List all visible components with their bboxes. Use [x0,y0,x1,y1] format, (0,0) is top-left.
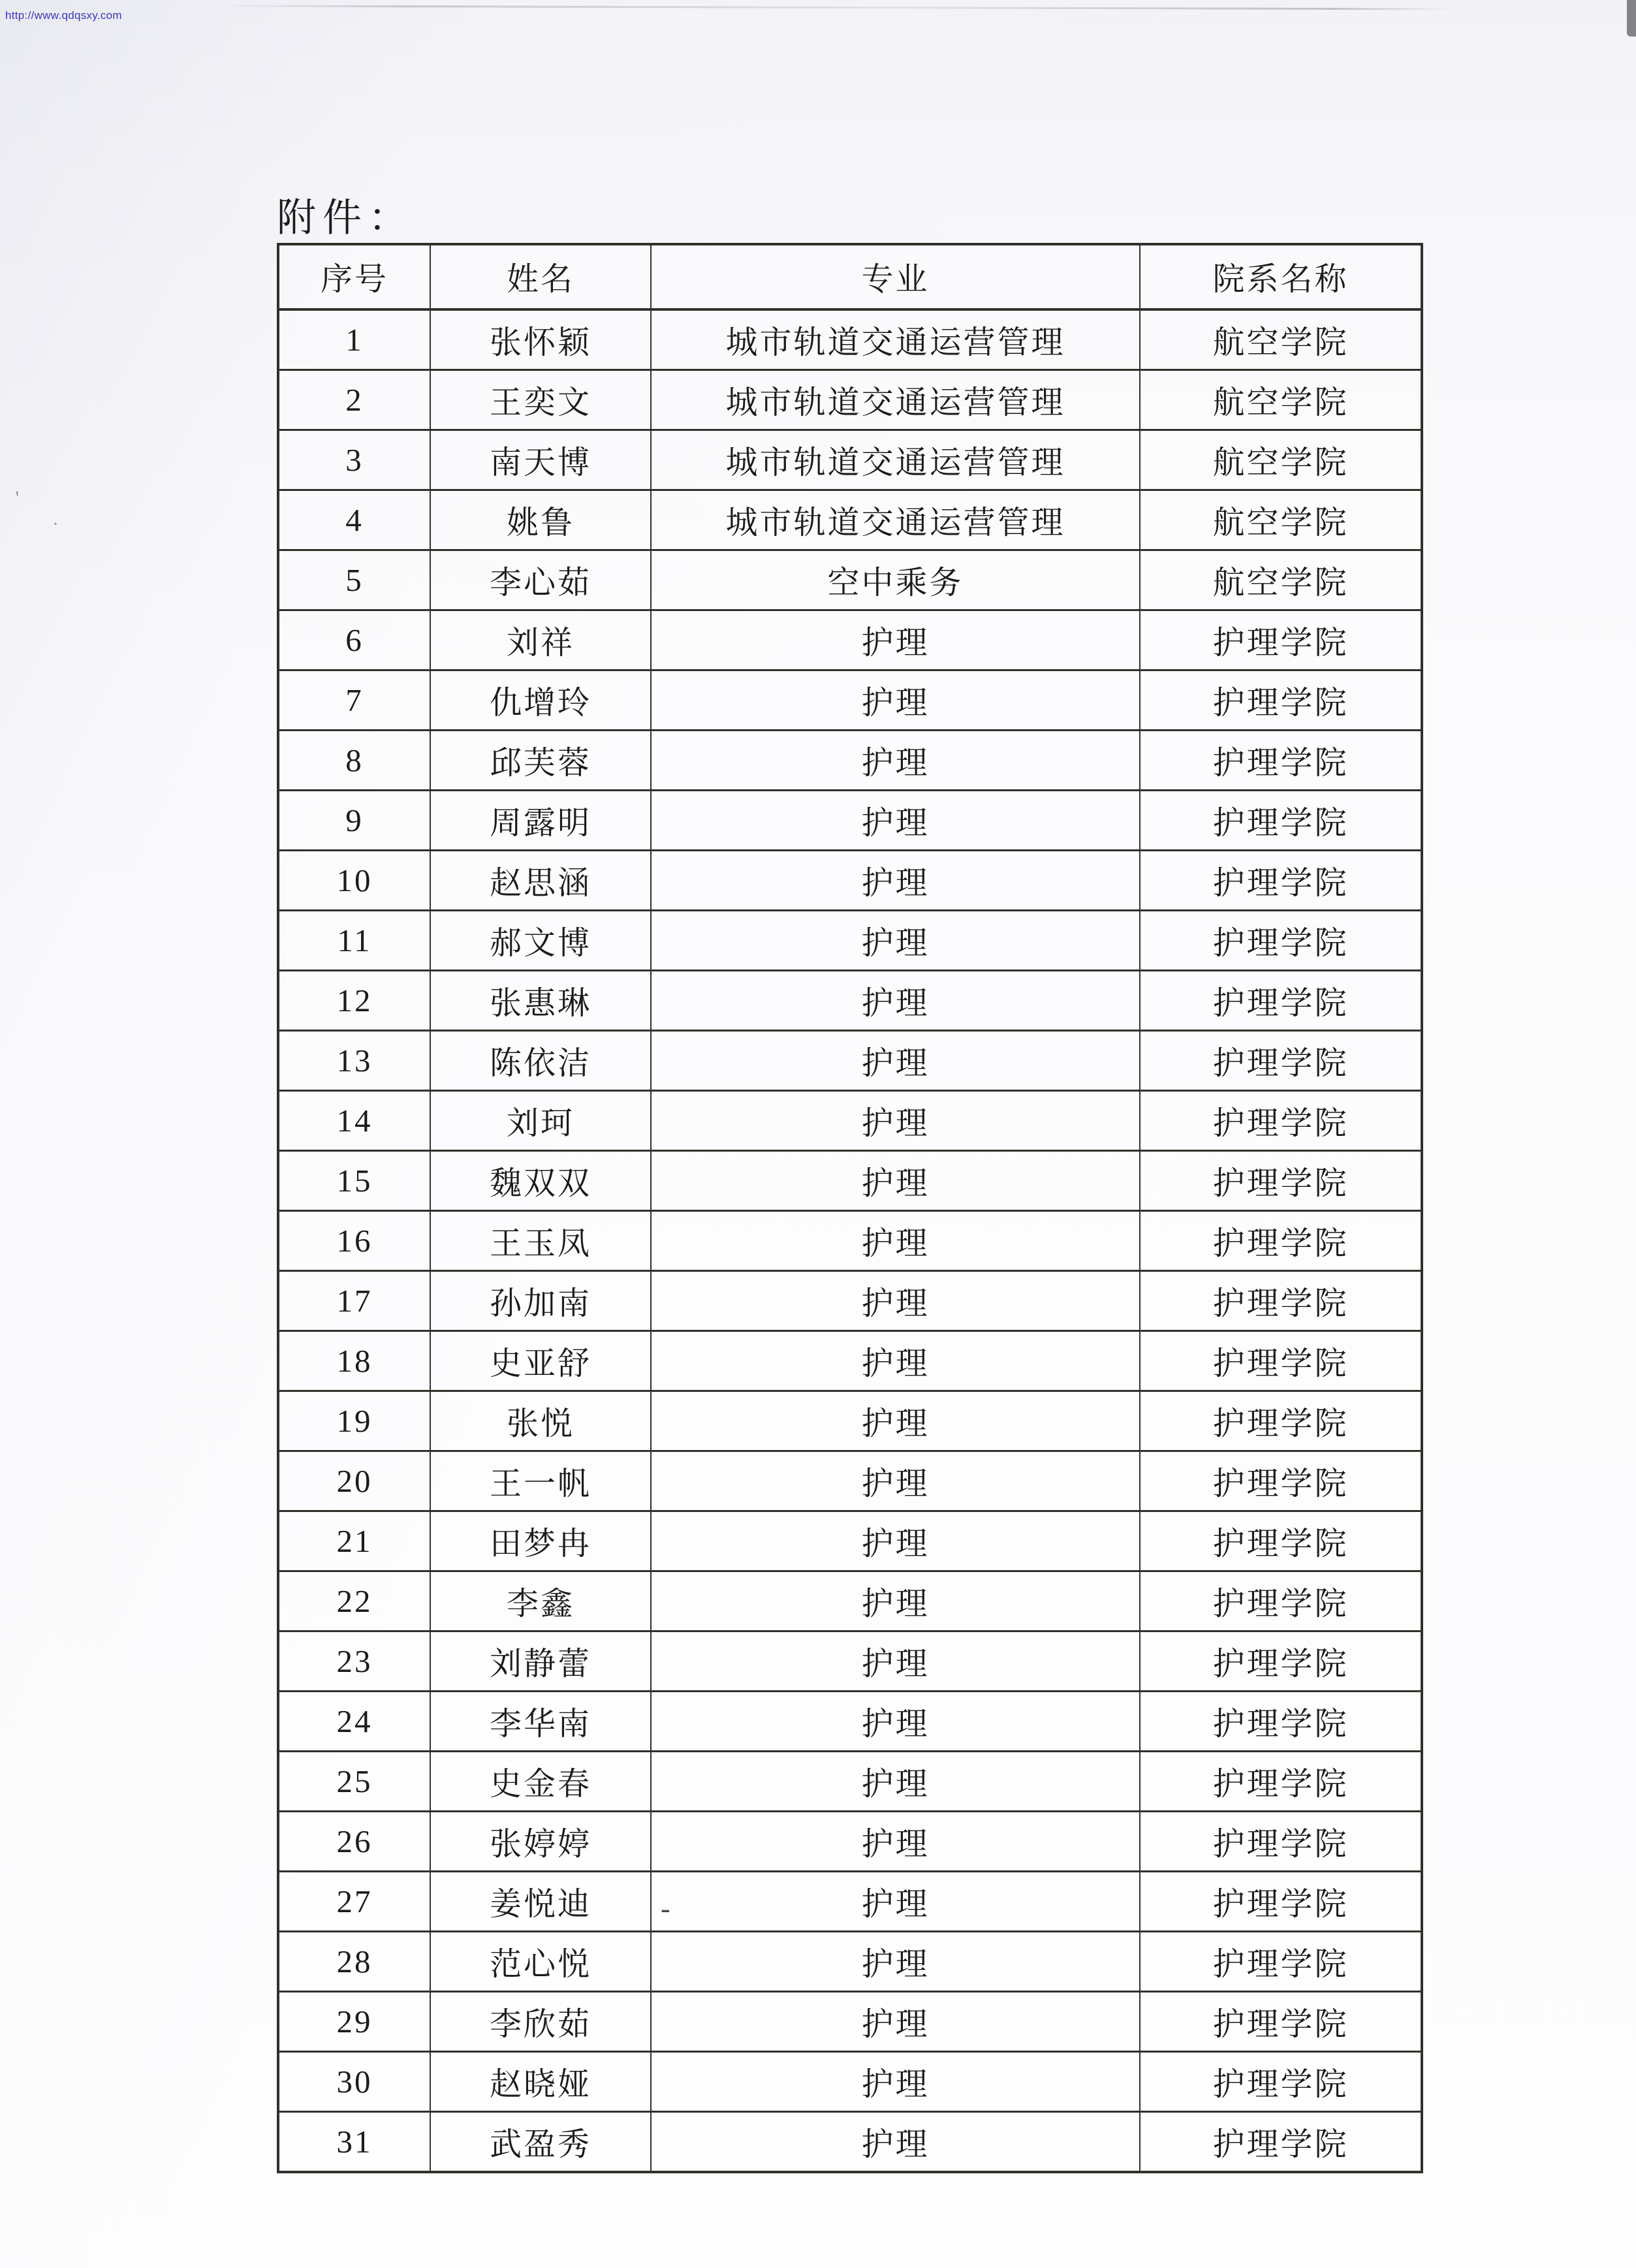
cell-major: 护理 [651,2112,1140,2173]
cell-major: 护理 [651,670,1140,731]
cell-dept: 护理学院 [1140,1211,1422,1271]
cell-name: 赵晓娅 [430,2052,651,2112]
cell-major: 护理 [651,1031,1140,1091]
cell-name: 孙加南 [430,1271,651,1331]
cell-name: 王玉凤 [430,1211,651,1271]
table-row [278,1752,1422,1812]
scan-artifact-tick: ′ [13,486,25,509]
cell-dept: 护理学院 [1140,1391,1422,1451]
cell-dept: 护理学院 [1140,731,1422,791]
cell-no: 20 [278,1451,430,1511]
table-row [278,1692,1422,1752]
cell-no: 1 [278,309,430,370]
cell-no: 31 [278,2112,430,2173]
column-header-name: 姓名 [430,244,651,309]
cell-name: 李华南 [430,1692,651,1752]
cell-major: 护理 [651,1992,1140,2052]
cell-name: 张悦 [430,1391,651,1451]
cell-dept: 护理学院 [1140,1331,1422,1391]
cell-no: 5 [278,550,430,610]
table-row [278,550,1422,610]
cell-dept: 护理学院 [1140,1631,1422,1692]
cell-dept: 护理学院 [1140,851,1422,911]
cell-major: 护理 [651,1511,1140,1571]
cell-name: 仇增玲 [430,670,651,731]
attachment-heading: 附件： [277,197,414,240]
cell-no: 7 [278,670,430,731]
cell-major: 护理 [651,1631,1140,1692]
cell-name: 范心悦 [430,1932,651,1992]
cell-name: 史金春 [430,1752,651,1812]
table-row [278,1271,1422,1331]
cell-name: 周露明 [430,791,651,851]
cell-major: 城市轨道交通运营管理 [651,370,1140,430]
cell-no: 8 [278,731,430,791]
scan-artifact-dash: - [661,1893,670,1925]
cell-name: 张婷婷 [430,1812,651,1872]
table-row [278,2112,1422,2173]
cell-name: 刘静蕾 [430,1631,651,1692]
cell-name: 张怀颖 [430,309,651,370]
table-row [278,1631,1422,1692]
cell-major: 护理 [651,791,1140,851]
cell-dept: 护理学院 [1140,1692,1422,1752]
cell-major: 护理 [651,2052,1140,2112]
cell-major: 护理 [651,731,1140,791]
cell-name: 郝文博 [430,911,651,971]
cell-no: 25 [278,1752,430,1812]
cell-no: 3 [278,430,430,490]
cell-dept: 护理学院 [1140,1992,1422,2052]
table-row [278,971,1422,1031]
cell-major: 护理 [651,1391,1140,1451]
cell-name: 李鑫 [430,1571,651,1631]
cell-major: 护理 [651,1091,1140,1151]
cell-dept: 护理学院 [1140,610,1422,670]
cell-name: 李心茹 [430,550,651,610]
table-row [278,2052,1422,2112]
cell-name: 刘珂 [430,1091,651,1151]
table-header-row [278,244,1422,309]
column-header-major: 专业 [651,244,1140,309]
table-row [278,1992,1422,2052]
cell-major: 城市轨道交通运营管理 [651,490,1140,550]
table-row [278,911,1422,971]
cell-major: 护理 [651,1872,1140,1932]
cell-major: 空中乘务 [651,550,1140,610]
cell-name: 邱芙蓉 [430,731,651,791]
cell-dept: 护理学院 [1140,1571,1422,1631]
cell-major: 护理 [651,911,1140,971]
cell-major: 护理 [651,1151,1140,1211]
cell-major: 护理 [651,1331,1140,1391]
printer-watermark-url: http://www.qdqsxy.com [5,9,122,22]
scan-artifact-speck: · [52,513,59,535]
cell-dept: 护理学院 [1140,1031,1422,1091]
cell-dept: 护理学院 [1140,1511,1422,1571]
table-row [278,731,1422,791]
table-row [278,1451,1422,1511]
cell-major: 护理 [651,971,1140,1031]
cell-no: 18 [278,1331,430,1391]
cell-dept: 护理学院 [1140,971,1422,1031]
cell-name: 魏双双 [430,1151,651,1211]
cell-name: 史亚舒 [430,1331,651,1391]
cell-major: 护理 [651,1692,1140,1752]
cell-name: 武盈秀 [430,2112,651,2173]
table-row [278,490,1422,550]
table-row [278,1211,1422,1271]
cell-name: 刘祥 [430,610,651,670]
column-header-dept: 院系名称 [1140,244,1422,309]
cell-dept: 航空学院 [1140,550,1422,610]
table-row [278,791,1422,851]
table-row [278,610,1422,670]
cell-major: 护理 [651,1752,1140,1812]
cell-no: 24 [278,1692,430,1752]
cell-dept: 护理学院 [1140,1752,1422,1812]
table-row [278,1872,1422,1932]
cell-major: 护理 [651,1571,1140,1631]
cell-no: 14 [278,1091,430,1151]
cell-major: 护理 [651,1812,1140,1872]
table-row [278,1091,1422,1151]
table-row [278,670,1422,731]
cell-no: 27 [278,1872,430,1932]
cell-no: 10 [278,851,430,911]
cell-no: 13 [278,1031,430,1091]
table-body [278,309,1422,2172]
students-table [277,243,1423,2173]
cell-dept: 护理学院 [1140,1932,1422,1992]
cell-major: 护理 [651,851,1140,911]
table-row [278,1812,1422,1872]
cell-no: 4 [278,490,430,550]
cell-major: 护理 [651,1211,1140,1271]
table-row [278,1571,1422,1631]
cell-major: 护理 [651,1451,1140,1511]
cell-no: 23 [278,1631,430,1692]
table-row [278,1151,1422,1211]
cell-no: 21 [278,1511,430,1571]
cell-no: 26 [278,1812,430,1872]
cell-major: 护理 [651,1271,1140,1331]
cell-no: 16 [278,1211,430,1271]
table-row [278,1511,1422,1571]
cell-dept: 护理学院 [1140,1151,1422,1211]
column-header-no: 序号 [278,244,430,309]
cell-no: 12 [278,971,430,1031]
table-row [278,1031,1422,1091]
cell-name: 姜悦迪 [430,1872,651,1932]
cell-dept: 护理学院 [1140,1872,1422,1932]
cell-dept: 护理学院 [1140,1812,1422,1872]
cell-name: 南天博 [430,430,651,490]
table-row [278,1331,1422,1391]
cell-no: 17 [278,1271,430,1331]
cell-dept: 航空学院 [1140,430,1422,490]
table-row [278,309,1422,370]
cell-no: 28 [278,1932,430,1992]
cell-name: 王一帆 [430,1451,651,1511]
cell-dept: 航空学院 [1140,309,1422,370]
cell-no: 30 [278,2052,430,2112]
table-row [278,430,1422,490]
cell-dept: 护理学院 [1140,791,1422,851]
cell-dept: 护理学院 [1140,2112,1422,2173]
cell-dept: 护理学院 [1140,670,1422,731]
cell-no: 22 [278,1571,430,1631]
cell-name: 王奕文 [430,370,651,430]
cell-no: 11 [278,911,430,971]
table-row [278,1391,1422,1451]
cell-dept: 护理学院 [1140,1271,1422,1331]
cell-dept: 航空学院 [1140,370,1422,430]
cell-dept: 护理学院 [1140,1451,1422,1511]
cell-name: 赵思涵 [430,851,651,911]
cell-name: 姚鲁 [430,490,651,550]
cell-no: 15 [278,1151,430,1211]
cell-major: 护理 [651,610,1140,670]
cell-no: 2 [278,370,430,430]
cell-major: 城市轨道交通运营管理 [651,430,1140,490]
cell-no: 6 [278,610,430,670]
cell-dept: 护理学院 [1140,2052,1422,2112]
cell-no: 19 [278,1391,430,1451]
cell-name: 陈依洁 [430,1031,651,1091]
table-row [278,370,1422,430]
cell-dept: 护理学院 [1140,911,1422,971]
cell-name: 李欣茹 [430,1992,651,2052]
table-row [278,1932,1422,1992]
cell-name: 张惠琳 [430,971,651,1031]
cell-major: 城市轨道交通运营管理 [651,309,1140,370]
cell-dept: 护理学院 [1140,1091,1422,1151]
cell-major: 护理 [651,1932,1140,1992]
cell-dept: 航空学院 [1140,490,1422,550]
cell-no: 29 [278,1992,430,2052]
cell-name: 田梦冉 [430,1511,651,1571]
table-row [278,851,1422,911]
cell-no: 9 [278,791,430,851]
